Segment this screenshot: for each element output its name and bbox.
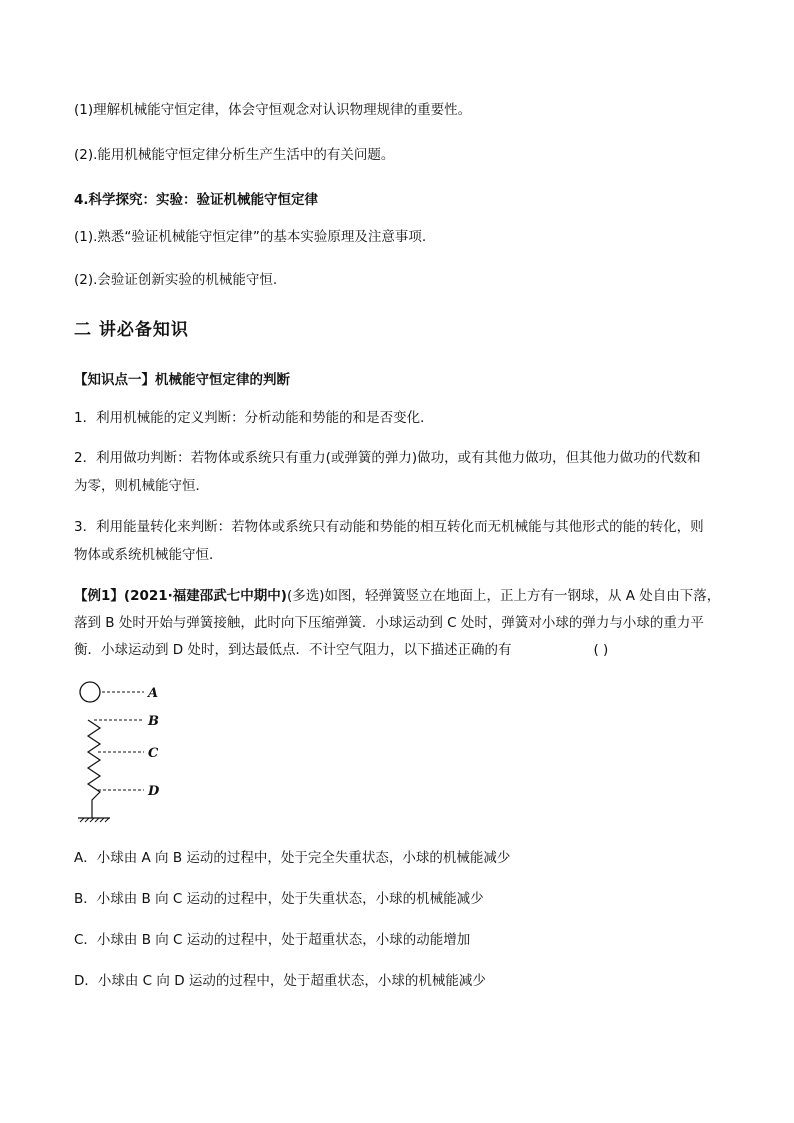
example-line-1 [74,586,720,606]
option-a: A．小球由 A 向 B 运动的过程中，处于完全失重状态，小球的机械能减少 [74,850,511,866]
spring-ball-figure [74,678,184,828]
example-line-3-text: 衡．小球运动到 D 处时，到达最低点．不计空气阻力，以下描述正确的有 [74,642,512,658]
option-b: B．小球由 B 向 C 运动的过程中，处于失重状态，小球的机械能减少 [74,891,484,907]
option-c: C．小球由 B 向 C 运动的过程中，处于超重状态，小球的动能增加 [74,932,471,948]
label-c: C [148,746,159,761]
point-2-line-1: 2．利用做功判断：若物体或系统只有重力(或弹簧的弹力)做功，或有其他力做功，但其他力做功的代数和 [74,450,701,466]
example-tag: 【例1】 [74,588,124,604]
point-3-line-1: 3．利用能量转化来判断：若物体或系统只有动能和势能的相互转化而无机械能与其他形式的能的转化，则 [74,519,704,535]
knowledge-point-title: 【知识点一】机械能守恒定律的判断 [74,372,290,388]
section-4-title: 4.科学探究：实验：验证机械能守恒定律 [74,192,319,208]
example-line-3 [74,640,608,660]
label-d: D [148,784,160,799]
ball-icon [80,682,100,702]
objective-item-4: (2).会验证创新实验的机械能守恒. [74,272,278,288]
point-3-line-2: 物体或系统机械能守恒． [74,547,223,563]
objective-item-2: (2).能用机械能守恒定律分析生产生活中的有关问题。 [74,147,395,163]
spring-icon [88,720,100,818]
objective-item-3: (1).熟悉“验证机械能守恒定律”的基本实验原理及注意事项. [74,229,427,245]
objective-item-1: (1)理解机械能守恒定律，体会守恒观念对认识物理规律的重要性。 [74,102,472,118]
example-line-2: 落到 B 处时开始与弹簧接触，此时向下压缩弹簧．小球运动到 C 处时，弹簧对小球的弹力与小球的重力平 [74,615,704,631]
option-d: D．小球由 C 向 D 运动的过程中，处于超重状态，小球的机械能减少 [74,973,486,989]
label-b: B [148,714,159,729]
point-1: 1．利用机械能的定义判断：分析动能和势能的和是否变化． [74,410,434,426]
answer-blank: ( ) [593,642,609,658]
label-a: A [148,686,159,701]
section-heading: 二 讲必备知识 [74,320,189,340]
point-2-line-2: 为零，则机械能守恒． [74,478,209,494]
example-line-1-rest: (多选)如图，轻弹簧竖立在地面上，正上方有一钢球，从 A 处自由下落， [286,588,721,604]
example-source: (2021·福建邵武七中期中) [123,588,287,604]
